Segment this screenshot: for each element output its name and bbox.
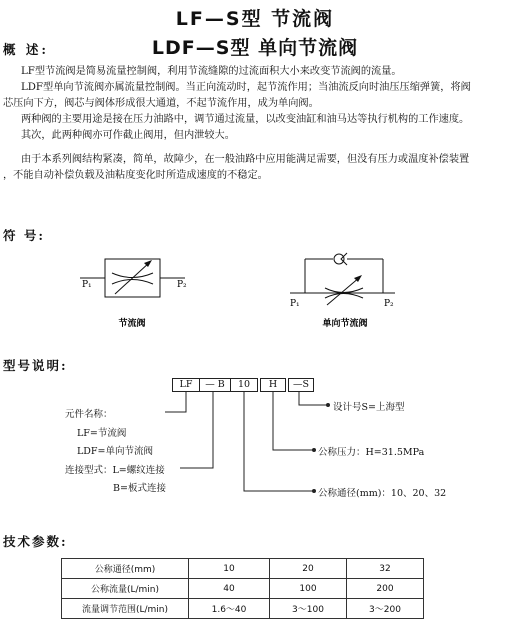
title-lf: LF—S型 节流阀 [175,8,335,30]
paragraph-3: 两种阀的主要用途是接在压力油路中，调节通过流量，以改变油缸和油马达等执行机构的工作速度。 [21,114,470,125]
table-cell: 10 [189,559,270,579]
model-heading: 型号说明: [3,358,68,373]
overview-heading: 概 述: [3,42,49,57]
label-name-title: 元件名称： [65,409,113,420]
paragraph-5a: 由于本系列阀结构紧凑，简单，故障少，在一般油路中应用能满足需要，但没有压力或温度补偿装置 [21,154,470,165]
tech-heading: 技术参数: [3,534,68,549]
table-cell: 200 [347,579,424,599]
table-row [62,559,424,579]
title-ldf: LDF—S型 单向节流阀 [151,37,359,59]
model-box-10: 10 [230,378,258,392]
table-row [62,579,424,599]
right-p2-label: P₂ [384,299,394,309]
model-box-b: — B [199,378,231,392]
throttle-valve-caption: 节流阀 [118,319,146,329]
left-p1-label: P₁ [82,280,92,290]
table-cell: 100 [270,579,347,599]
table-cell: 流量调节范围(L/min) [62,599,189,619]
label-name-lf: LF=节流阀 [77,428,127,439]
tech-params-table [61,558,424,619]
model-box-lf: LF [172,378,200,392]
label-name-ldf: LDF=单向节流阀 [77,446,153,457]
label-pressure: 公称压力：H=31.5MPa [318,447,425,458]
paragraph-2b: 芯压向下方，阀芯与阀体形成很大通道，不起节流作用，成为单向阀。 [3,98,319,109]
table-cell: 32 [347,559,424,579]
label-design: 设计号S=上海型 [333,402,405,413]
paragraph-4: 其次，此两种阀亦可作截止阀用，但内泄较大。 [21,130,235,141]
paragraph-1: LF型节流阀是简易流量控制阀，利用节流缝隙的过流面积大小来改变节流阀的流量。 [21,66,402,77]
paragraph-5b: ，不能自动补偿负载及油粘度变化时所造成速度的不稳定。 [3,170,268,181]
check-throttle-valve-caption: 单向节流阀 [322,319,368,329]
table-cell: 1.6～40 [189,599,270,619]
left-p2-label: P₂ [177,280,187,290]
label-conn-b: B=板式连接 [113,483,166,494]
model-box-h: H [260,378,286,392]
symbol-heading: 符 号: [3,228,45,243]
paragraph-2a: LDF型单向节流阀亦属流量控制阀。当正向流动时，起节流作用；当油流反向时油压压缩弹簧，将阀 [21,82,471,93]
table-cell: 40 [189,579,270,599]
table-row [62,599,424,619]
model-box-s: —S [288,378,314,392]
table-cell: 3～200 [347,599,424,619]
table-cell: 20 [270,559,347,579]
table-cell: 公称通径(mm) [62,559,189,579]
right-p1-label: P₁ [290,299,300,309]
label-diameter: 公称通径(mm)：10、20、32 [318,488,447,499]
table-cell: 公称流量(L/min) [62,579,189,599]
label-conn-title: 连接型式：L=螺纹连接 [65,465,165,476]
table-cell: 3～100 [270,599,347,619]
